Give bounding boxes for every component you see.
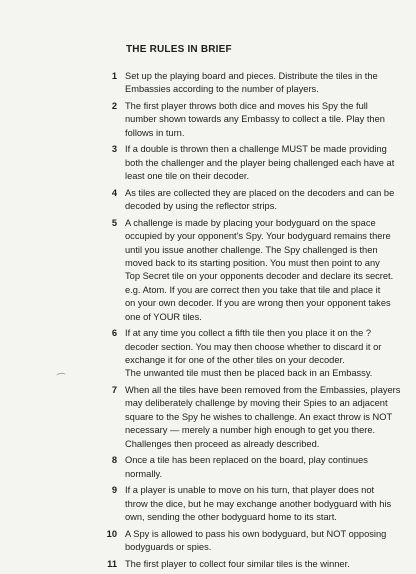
rule-line: A Spy is allowed to pass his own bodyguard, but NOT opposing: [125, 528, 387, 539]
rule-item-10: [100, 528, 400, 555]
rule-number: 10: [106, 528, 117, 539]
rule-item-3: [100, 143, 400, 183]
rule-line: both the challenger and the player being challenged each have at: [125, 157, 395, 168]
rule-line: If a player is unable to move on his turn, that player does not: [125, 485, 375, 496]
rule-number: 4: [111, 187, 117, 198]
rule-line: Set up the playing board and pieces. Distribute the tiles in the: [125, 71, 378, 81]
rule-text: [125, 384, 400, 451]
rule-line: on your own decoder. If you are wrong then your opponent takes: [125, 298, 391, 309]
rule-item-7: [100, 384, 400, 451]
rule-item-2: [100, 100, 400, 140]
rule-line: The unwanted tile must then be placed back in an Embassy.: [125, 368, 373, 379]
rule-line: own, sending the other bodyguard home to its start.: [125, 512, 337, 523]
rule-line: square to the Spy he wishes to challenge. An exact throw is NOT: [125, 411, 393, 422]
rule-line: The first player throws both dice and moves his Spy the full: [125, 101, 368, 111]
rule-line: Once a tile has been replaced on the board, play continues: [125, 455, 368, 466]
rule-number: 6: [111, 328, 117, 339]
rule-text: [125, 100, 400, 140]
rule-line: normally.: [125, 468, 163, 479]
rule-number: 5: [111, 217, 117, 228]
rule-line: If at any time you collect a fifth tile then you place it on the ?: [125, 328, 371, 339]
rule-line: As tiles are collected they are placed on the decoders and can be: [125, 187, 395, 198]
rule-text: [125, 327, 400, 381]
rule-line: When all the tiles have been removed from the Embassies, players: [125, 385, 401, 396]
rule-line: decoder section. You may then choose whether to discard it or: [125, 341, 382, 352]
rule-number: 1: [111, 71, 117, 81]
rule-text: [125, 187, 400, 214]
rule-line: moved back to its starting position. You must then point to any: [125, 258, 380, 269]
rule-line: A challenge is made by placing your bodyguard on the space: [125, 217, 376, 228]
rule-item-6: [100, 327, 400, 381]
rules-list: [100, 70, 400, 574]
rule-item-9: [100, 484, 400, 524]
rule-item-8: [100, 454, 400, 481]
rule-line: throw the dice, but he may exchange another bodyguard with his: [125, 498, 392, 509]
rule-item-5: [100, 217, 400, 324]
rule-text: [125, 143, 400, 183]
rule-line: Challenges then proceed as already described.: [125, 438, 320, 449]
rule-number: 2: [111, 101, 117, 111]
rule-line: until you issue another challenge. The Spy challenged is then: [125, 244, 378, 255]
rule-item-4: [100, 187, 400, 214]
rule-number: 11: [107, 558, 117, 569]
rule-line: necessary — merely a number high enough to get you there.: [125, 425, 376, 436]
page-title: THE RULES IN BRIEF: [126, 44, 232, 55]
rule-text: [125, 528, 400, 555]
rule-line: Embassies according to the number of players.: [125, 84, 319, 95]
rule-number: 8: [111, 455, 117, 466]
rule-line: follows in turn.: [125, 127, 185, 138]
rule-text: [125, 217, 400, 324]
rule-text: [125, 484, 400, 524]
rule-line: If a double is thrown then a challenge MUST be made providing: [125, 144, 387, 155]
rule-item-1: [100, 70, 400, 97]
rule-number: 9: [111, 485, 117, 496]
rule-line: one of YOUR tiles.: [125, 311, 202, 322]
rule-line: Top Secret tile on your opponents decoder and declare its secret.: [125, 271, 394, 282]
rule-text: [125, 70, 400, 97]
rule-number: 3: [111, 144, 117, 155]
rule-text: [125, 558, 400, 571]
rule-line: The first player to collect four similar tiles is the winner.: [125, 558, 350, 569]
pencil-mark-icon: [56, 370, 66, 378]
rule-line: may deliberately challenge by moving their Spies to an adjacent: [125, 398, 388, 409]
rule-line: e.g. Atom. If you are correct then you take that tile and place it: [125, 284, 381, 295]
rule-item-11: [100, 558, 400, 571]
rule-line: occupied by your opponent's Spy. Your bodyguard remains there: [125, 231, 391, 242]
rule-number: 7: [111, 385, 117, 396]
rule-line: exchange it for one of the other tiles on your decoder.: [125, 355, 345, 366]
rule-line: bodyguards or spies.: [125, 542, 212, 553]
rule-line: least one tile on their decoder.: [125, 171, 250, 182]
rule-line: number shown towards any Embassy to collect a tile. Play then: [125, 114, 385, 125]
rule-text: [125, 454, 400, 481]
rule-line: decoded by using the reflector strips.: [125, 201, 277, 212]
